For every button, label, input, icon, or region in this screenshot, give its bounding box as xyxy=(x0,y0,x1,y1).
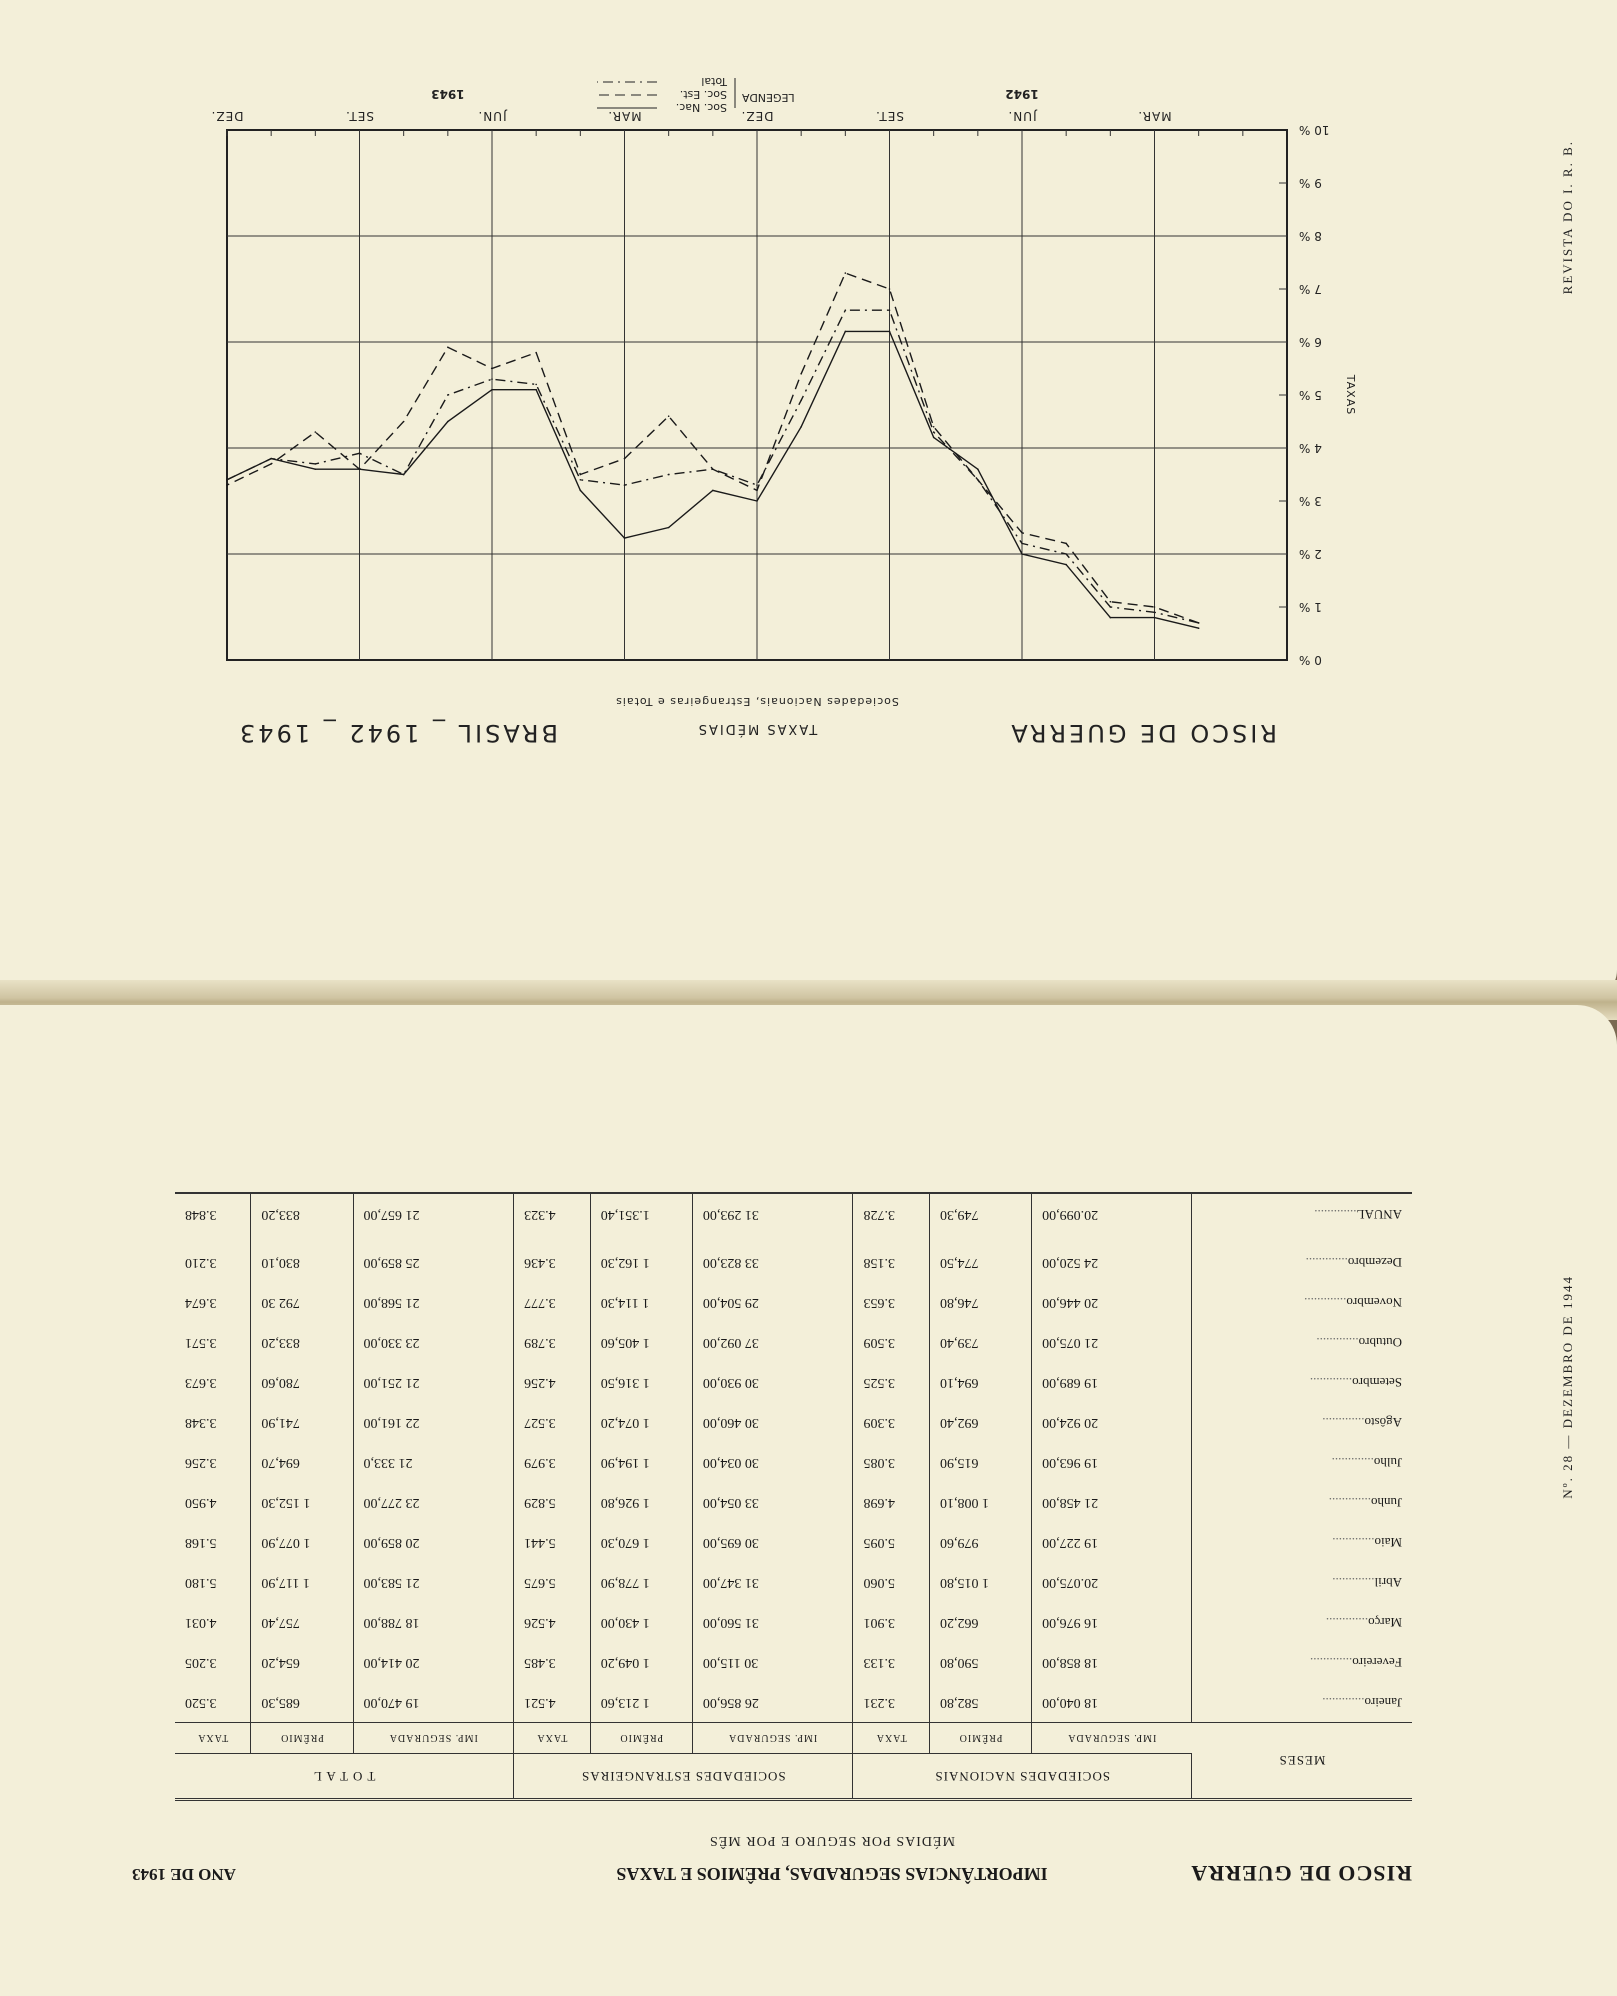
imp-segurada-cell: 21 583,00 xyxy=(353,1562,514,1602)
group-nacionais: SOCIEDADES NACIONAIS xyxy=(853,1754,1192,1800)
imp-segurada-cell: 21 568,00 xyxy=(353,1282,514,1322)
month-cell xyxy=(1192,1562,1413,1602)
subcol-taxa: TAXA xyxy=(853,1723,930,1754)
table-row xyxy=(175,1642,1412,1682)
data-point xyxy=(1154,606,1156,608)
data-point xyxy=(1198,622,1200,624)
taxa-cell: 3.777 xyxy=(514,1282,591,1322)
taxa-cell: 5.180 xyxy=(175,1562,251,1602)
group-estrangeiras: SOCIEDADES ESTRANGEIRAS xyxy=(514,1754,853,1800)
premio-cell: 1 194,90 xyxy=(590,1442,692,1482)
taxa-cell: 3.158 xyxy=(853,1242,930,1282)
imp-segurada-cell: 21 458,00 xyxy=(1032,1482,1192,1522)
month-label: Julho xyxy=(1373,1455,1402,1470)
month-label: ANUAL xyxy=(1356,1207,1402,1222)
month-cell xyxy=(1192,1602,1413,1642)
data-point xyxy=(1154,612,1156,614)
leader-dots: ............. xyxy=(1304,1295,1347,1310)
premio-cell: 1 926,80 xyxy=(590,1482,692,1522)
taxa-cell: 4.950 xyxy=(175,1482,251,1522)
month-label: Novembro xyxy=(1346,1295,1402,1310)
table-row xyxy=(175,1322,1412,1362)
imp-segurada-cell: 19 689,00 xyxy=(1032,1362,1192,1402)
imp-segurada-cell: 25 859,00 xyxy=(353,1242,514,1282)
data-point xyxy=(491,378,493,380)
data-point xyxy=(977,468,979,470)
y-tick-label: 0 % xyxy=(1299,653,1322,667)
leader-dots: ............. xyxy=(1309,1655,1353,1670)
premio-cell: 757,40 xyxy=(251,1602,353,1642)
taxa-cell: 3.085 xyxy=(853,1442,930,1482)
premio-cell: 582,80 xyxy=(930,1682,1032,1723)
data-point xyxy=(226,479,228,481)
month-label: Maio xyxy=(1374,1535,1402,1550)
imp-segurada-cell: 24 520,00 xyxy=(1032,1242,1192,1282)
imp-segurada-cell: 19 963,00 xyxy=(1032,1442,1192,1482)
taxa-cell: 5.060 xyxy=(853,1562,930,1602)
imp-segurada-cell: 18 788,00 xyxy=(353,1602,514,1642)
taxa-cell: 3.520 xyxy=(175,1682,251,1723)
imp-segurada-cell: 37 092,00 xyxy=(692,1322,853,1362)
data-point xyxy=(580,490,582,492)
taxa-cell: 3.571 xyxy=(175,1322,251,1362)
taxa-cell: 3.436 xyxy=(514,1242,591,1282)
subcol-imp: IMP. SEGURADA xyxy=(1032,1723,1192,1754)
imp-segurada-cell: 20 414,00 xyxy=(353,1642,514,1682)
table-page xyxy=(0,1005,1617,1996)
imp-segurada-cell: 22 161,00 xyxy=(353,1402,514,1442)
month-label: Agôsto xyxy=(1364,1415,1402,1430)
table-row xyxy=(175,1482,1412,1522)
month-label: Fevereiro xyxy=(1352,1655,1402,1670)
leader-dots: ............. xyxy=(1316,1335,1359,1350)
y-tick-label: 2 % xyxy=(1299,547,1322,561)
premio-cell: 1 430,00 xyxy=(590,1602,692,1642)
taxa-cell: 4.323 xyxy=(514,1193,591,1242)
month-cell xyxy=(1192,1642,1413,1682)
month-cell xyxy=(1192,1322,1413,1362)
data-point xyxy=(1110,606,1112,608)
table-row xyxy=(175,1242,1412,1282)
premio-cell: 979,60 xyxy=(930,1522,1032,1562)
imp-segurada-cell: 21 657,00 xyxy=(353,1193,514,1242)
subcol-taxa: TAXA xyxy=(175,1723,251,1754)
taxa-cell: 4.521 xyxy=(514,1682,591,1723)
subcol-imp: IMP. SEGURADA xyxy=(353,1723,514,1754)
table-row xyxy=(175,1442,1412,1482)
data-point xyxy=(580,479,582,481)
chart-title-center: TAXAS MÉDIAS xyxy=(696,721,818,736)
month-cell xyxy=(1192,1442,1413,1482)
taxa-cell: 5.441 xyxy=(514,1522,591,1562)
data-point xyxy=(315,468,317,470)
imp-segurada-cell: 18 040,00 xyxy=(1032,1682,1192,1723)
y-tick-label: 5 % xyxy=(1299,388,1322,402)
imp-segurada-cell: 30 930,00 xyxy=(692,1362,853,1402)
data-point xyxy=(1110,617,1112,619)
data-point xyxy=(624,484,626,486)
imp-segurada-cell: 21 251,00 xyxy=(353,1362,514,1402)
imp-segurada-cell: 21 075,00 xyxy=(1032,1322,1192,1362)
data-point xyxy=(1198,627,1200,629)
group-total: T O T A L xyxy=(175,1754,514,1800)
premio-cell: 741,90 xyxy=(251,1402,353,1442)
y-tick-label: 3 % xyxy=(1299,494,1322,508)
data-point xyxy=(1021,532,1023,534)
leader-dots: ............. xyxy=(1322,1695,1365,1710)
y-tick-label: 9 % xyxy=(1299,176,1322,190)
premio-cell: 1 152,30 xyxy=(251,1482,353,1522)
month-label: Dezembro xyxy=(1347,1255,1402,1270)
imp-segurada-cell: 16 976,00 xyxy=(1032,1602,1192,1642)
running-head-issue: Nº. 28 — DEZEMBRO DE 1944 xyxy=(1560,1275,1575,1499)
premio-cell: 780,60 xyxy=(251,1362,353,1402)
taxa-cell: 5.168 xyxy=(175,1522,251,1562)
data-point xyxy=(491,389,493,391)
taxa-cell: 4.526 xyxy=(514,1602,591,1642)
premio-cell: 1 316,50 xyxy=(590,1362,692,1402)
table-row xyxy=(175,1602,1412,1642)
imp-segurada-cell: 31 347,00 xyxy=(692,1562,853,1602)
taxa-cell: 4.698 xyxy=(853,1482,930,1522)
table-row xyxy=(175,1282,1412,1322)
taxa-cell: 5.675 xyxy=(514,1562,591,1602)
imp-segurada-cell: 31 293,00 xyxy=(692,1193,853,1242)
table-row xyxy=(175,1522,1412,1562)
data-point xyxy=(270,463,272,465)
premio-cell: 685,30 xyxy=(251,1682,353,1723)
imp-segurada-cell: 30 695,00 xyxy=(692,1522,853,1562)
premio-cell: 654,20 xyxy=(251,1642,353,1682)
chart-title-right: BRASIL _ 1942 _ 1943 xyxy=(237,719,558,747)
month-label: Janeiro xyxy=(1364,1695,1402,1710)
taxa-cell: 3.256 xyxy=(175,1442,251,1482)
premio-cell: 830,10 xyxy=(251,1242,353,1282)
premio-cell: 749,30 xyxy=(930,1193,1032,1242)
data-point xyxy=(933,437,935,439)
taxa-cell: 3.205 xyxy=(175,1642,251,1682)
data-point xyxy=(491,368,493,370)
premio-cell: 833,20 xyxy=(251,1193,353,1242)
data-point xyxy=(447,421,449,423)
premio-cell: 774,50 xyxy=(930,1242,1032,1282)
table-title-row xyxy=(132,1856,1412,1886)
subcol-imp: IMP. SEGURADA xyxy=(692,1723,853,1754)
taxa-cell: 3.231 xyxy=(853,1682,930,1723)
data-point xyxy=(845,309,847,311)
premio-cell: 1 213,60 xyxy=(590,1682,692,1723)
data-point xyxy=(933,431,935,433)
taxa-cell: 3.673 xyxy=(175,1362,251,1402)
taxa-cell: 5.829 xyxy=(514,1482,591,1522)
premio-cell: 692,40 xyxy=(930,1402,1032,1442)
table-content xyxy=(132,1005,1412,1996)
month-label: Abril xyxy=(1374,1575,1402,1590)
series-line-total xyxy=(227,310,1199,623)
month-cell xyxy=(1192,1282,1413,1322)
taxa-cell: 3.674 xyxy=(175,1282,251,1322)
premio-cell: 1 074,20 xyxy=(590,1402,692,1442)
taxa-cell: 3.309 xyxy=(853,1402,930,1442)
y-tick-label: 10 % xyxy=(1299,123,1330,137)
x-tick-label: MAR. xyxy=(1137,109,1172,123)
leader-dots: ............. xyxy=(1332,1575,1375,1590)
data-point xyxy=(359,453,361,455)
premio-cell: 1 077,90 xyxy=(251,1522,353,1562)
month-cell xyxy=(1192,1402,1413,1442)
leader-dots: ............. xyxy=(1309,1375,1353,1390)
imp-segurada-cell: 30 034,00 xyxy=(692,1442,853,1482)
data-point xyxy=(535,384,537,386)
table-row xyxy=(175,1682,1412,1723)
premio-cell: 1 670,30 xyxy=(590,1522,692,1562)
table-group-header xyxy=(175,1754,1412,1800)
taxa-cell: 3.848 xyxy=(175,1193,251,1242)
legend-title: LEGENDA xyxy=(742,91,795,104)
imp-segurada-cell: 20.099,00 xyxy=(1032,1193,1192,1242)
data-point xyxy=(403,421,405,423)
col-meses: MESES xyxy=(1192,1723,1413,1800)
table-body xyxy=(175,1193,1412,1723)
data-point xyxy=(624,537,626,539)
taxa-cell: 5.095 xyxy=(853,1522,930,1562)
imp-segurada-cell: 31 560,00 xyxy=(692,1602,853,1642)
data-point xyxy=(756,500,758,502)
imp-segurada-cell: 30 460,00 xyxy=(692,1402,853,1442)
leader-dots: ............. xyxy=(1314,1207,1357,1222)
data-point xyxy=(756,484,758,486)
table-row xyxy=(175,1562,1412,1602)
data-point xyxy=(1021,553,1023,555)
y-tick-label: 7 % xyxy=(1299,282,1322,296)
y-axis-label: TAXAS xyxy=(1344,374,1357,416)
imp-segurada-cell: 23 277,00 xyxy=(353,1482,514,1522)
data-point xyxy=(447,394,449,396)
data-point xyxy=(845,272,847,274)
leader-dots: ............. xyxy=(1328,1495,1371,1510)
data-point xyxy=(270,458,272,460)
data-point xyxy=(889,288,891,290)
imp-segurada-cell: 20 446,00 xyxy=(1032,1282,1192,1322)
month-cell xyxy=(1192,1242,1413,1282)
taxa-cell: 3.509 xyxy=(853,1322,930,1362)
taxa-cell: 4.031 xyxy=(175,1602,251,1642)
taxa-cell: 4.256 xyxy=(514,1362,591,1402)
premio-cell: 746,80 xyxy=(930,1282,1032,1322)
imp-segurada-cell: 19 470,00 xyxy=(353,1682,514,1723)
premio-cell: 1 405,60 xyxy=(590,1322,692,1362)
data-point xyxy=(800,373,802,375)
x-tick-label: DEZ. xyxy=(210,109,244,123)
premio-cell: 662,20 xyxy=(930,1602,1032,1642)
subcol-premio: PRÊMIO xyxy=(930,1723,1032,1754)
month-cell xyxy=(1192,1482,1413,1522)
data-point xyxy=(800,426,802,428)
x-tick-label: JUN. xyxy=(477,109,507,123)
x-tick-label: MAR. xyxy=(607,109,642,123)
month-label: Outubro xyxy=(1358,1335,1402,1350)
premio-cell: 615,90 xyxy=(930,1442,1032,1482)
taxa-cell: 3.728 xyxy=(853,1193,930,1242)
subcol-premio: PRÊMIO xyxy=(590,1723,692,1754)
imp-segurada-cell: 26 856,00 xyxy=(692,1682,853,1723)
y-tick-label: 1 % xyxy=(1299,600,1322,614)
premio-cell: 1 117,90 xyxy=(251,1562,353,1602)
data-point xyxy=(1021,543,1023,545)
leader-dots: ............. xyxy=(1305,1255,1348,1270)
premio-cell: 590,80 xyxy=(930,1642,1032,1682)
chart-title-left: RISCO DE GUERRA xyxy=(1008,719,1277,747)
table-title-center: IMPORTÂNCIAS SEGURADAS, PRÊMIOS E TAXAS xyxy=(616,1864,1048,1884)
table-subtitle: MÉDIAS POR SEGURO E POR MÊS xyxy=(709,1833,955,1848)
data-point xyxy=(889,331,891,333)
legend-label: Soc. Est. xyxy=(679,88,727,101)
data-point xyxy=(1154,617,1156,619)
data-point xyxy=(845,331,847,333)
taxa-cell: 3.653 xyxy=(853,1282,930,1322)
data-point xyxy=(403,474,405,476)
premio-cell: 833,20 xyxy=(251,1322,353,1362)
imp-segurada-cell: 21 333,0 xyxy=(353,1442,514,1482)
imp-segurada-cell: 23 330,00 xyxy=(353,1322,514,1362)
data-point xyxy=(1065,543,1067,545)
leader-dots: ............. xyxy=(1332,1535,1375,1550)
premio-cell: 1 015,80 xyxy=(930,1562,1032,1602)
premio-cell: 1.351,40 xyxy=(590,1193,692,1242)
x-tick-label: SET. xyxy=(875,109,904,123)
taxa-cell: 3.979 xyxy=(514,1442,591,1482)
subcol-premio: PRÊMIO xyxy=(251,1723,353,1754)
data-point xyxy=(933,426,935,428)
month-label: Setembro xyxy=(1352,1375,1402,1390)
year-label: 1943 xyxy=(431,87,465,101)
table-row xyxy=(175,1362,1412,1402)
data-point xyxy=(1110,601,1112,603)
data-point xyxy=(535,389,537,391)
subcol-taxa: TAXA xyxy=(514,1723,591,1754)
taxa-cell: 3.901 xyxy=(853,1602,930,1642)
imp-segurada-cell: 30 115,00 xyxy=(692,1642,853,1682)
data-point xyxy=(712,490,714,492)
imp-segurada-cell: 20 859,00 xyxy=(353,1522,514,1562)
month-cell xyxy=(1192,1362,1413,1402)
data-table xyxy=(175,1192,1412,1801)
y-tick-label: 4 % xyxy=(1299,441,1322,455)
table-title-left: RISCO DE GUERRA xyxy=(1190,1861,1412,1886)
running-head-journal: REVISTA DO I. R. B. xyxy=(1560,140,1575,295)
month-cell xyxy=(1192,1682,1413,1723)
premio-cell: 694,10 xyxy=(930,1362,1032,1402)
month-label: Março xyxy=(1368,1615,1402,1630)
taxa-cell: 3.789 xyxy=(514,1322,591,1362)
y-tick-label: 6 % xyxy=(1299,335,1322,349)
premio-cell: 792 30 xyxy=(251,1282,353,1322)
table-row-annual xyxy=(175,1193,1412,1242)
data-point xyxy=(315,463,317,465)
data-point xyxy=(668,527,670,529)
premio-cell: 694,70 xyxy=(251,1442,353,1482)
data-point xyxy=(756,490,758,492)
data-point xyxy=(1065,553,1067,555)
series-line-soc-nac- xyxy=(227,331,1199,628)
data-point xyxy=(535,352,537,354)
imp-segurada-cell: 20 924,00 xyxy=(1032,1402,1192,1442)
data-point xyxy=(624,458,626,460)
imp-segurada-cell: 18 858,00 xyxy=(1032,1642,1192,1682)
premio-cell: 1 008,10 xyxy=(930,1482,1032,1522)
month-label: Junho xyxy=(1370,1495,1402,1510)
month-cell xyxy=(1192,1522,1413,1562)
data-point xyxy=(226,484,228,486)
taxa-cell: 3.485 xyxy=(514,1642,591,1682)
taxa-cell: 3.133 xyxy=(853,1642,930,1682)
imp-segurada-cell: 29 504,00 xyxy=(692,1282,853,1322)
taxa-cell: 3.525 xyxy=(853,1362,930,1402)
taxa-cell: 3.527 xyxy=(514,1402,591,1442)
data-point xyxy=(889,309,891,311)
chart-subtitle: Sociedades Nacionais, Estrangeiras e Totais xyxy=(615,695,899,708)
data-point xyxy=(977,479,979,481)
data-point xyxy=(712,468,714,470)
data-point xyxy=(447,347,449,349)
leader-dots: ............. xyxy=(1322,1415,1365,1430)
data-point xyxy=(359,468,361,470)
imp-segurada-cell: 33 823,00 xyxy=(692,1242,853,1282)
table-row xyxy=(175,1402,1412,1442)
legend-label: Soc. Nac. xyxy=(675,101,727,114)
data-point xyxy=(580,474,582,476)
data-point xyxy=(1065,564,1067,566)
premio-cell: 1 778,90 xyxy=(590,1562,692,1602)
y-tick-label: 8 % xyxy=(1299,229,1322,243)
leader-dots: ............. xyxy=(1325,1615,1369,1630)
x-tick-label: JUN. xyxy=(1007,109,1037,123)
data-point xyxy=(668,474,670,476)
premio-cell: 739,40 xyxy=(930,1322,1032,1362)
data-point xyxy=(315,431,317,433)
x-tick-label: DEZ. xyxy=(740,109,774,123)
x-tick-label: SET. xyxy=(345,109,374,123)
table-title-right: ANO DE 1943 xyxy=(132,1865,236,1884)
leader-dots: ............. xyxy=(1331,1455,1374,1470)
imp-segurada-cell: 33 054,00 xyxy=(692,1482,853,1522)
month-cell xyxy=(1192,1193,1413,1242)
premio-cell: 1 162,30 xyxy=(590,1242,692,1282)
imp-segurada-cell: 20.075,00 xyxy=(1032,1562,1192,1602)
imp-segurada-cell: 19 227,00 xyxy=(1032,1522,1192,1562)
table-flipped-wrapper xyxy=(0,1005,1617,1996)
data-point xyxy=(800,400,802,402)
data-point xyxy=(668,415,670,417)
taxa-cell: 3.210 xyxy=(175,1242,251,1282)
premio-cell: 1 114,30 xyxy=(590,1282,692,1322)
legend-label: Total xyxy=(701,75,727,88)
premio-cell: 1 049,20 xyxy=(590,1642,692,1682)
taxa-cell: 3.348 xyxy=(175,1402,251,1442)
year-label: 1942 xyxy=(1005,87,1039,101)
